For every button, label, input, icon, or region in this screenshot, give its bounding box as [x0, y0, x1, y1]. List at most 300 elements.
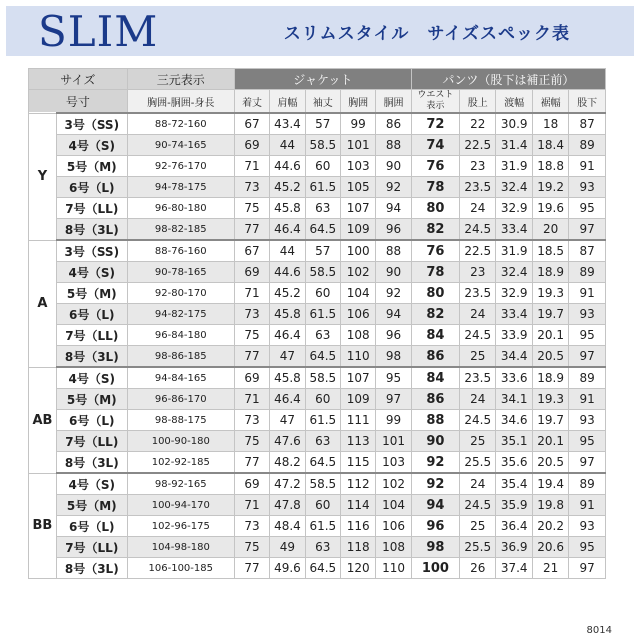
- jacket-value-cell: 94: [376, 304, 411, 325]
- jacket-value-cell: 47: [270, 346, 305, 368]
- pants-value-cell: 20.6: [532, 537, 568, 558]
- body-measure-cell: 98-88-175: [127, 410, 234, 431]
- waist-cell: 78: [411, 262, 459, 283]
- pants-value-cell: 35.6: [496, 452, 532, 474]
- table-row: [29, 113, 606, 135]
- pants-value-cell: 20.5: [532, 346, 568, 368]
- table-body: [29, 113, 606, 579]
- jacket-value-cell: 120: [341, 558, 376, 579]
- jacket-value-cell: 58.5: [305, 135, 340, 156]
- size-cell: 8号（3L): [56, 452, 127, 474]
- jacket-value-cell: 61.5: [305, 516, 340, 537]
- jacket-value-cell: 77: [234, 558, 269, 579]
- jacket-value-cell: 64.5: [305, 452, 340, 474]
- pants-value-cell: 24: [460, 473, 496, 495]
- header-waist: [411, 90, 459, 114]
- jacket-value-cell: 46.4: [270, 389, 305, 410]
- jacket-value-cell: 73: [234, 410, 269, 431]
- jacket-value-cell: 47: [270, 410, 305, 431]
- pants-value-cell: 19.6: [532, 198, 568, 219]
- waist-cell: 100: [411, 558, 459, 579]
- jacket-value-cell: 44: [270, 135, 305, 156]
- waist-cell: 96: [411, 516, 459, 537]
- pants-value-cell: 25: [460, 431, 496, 452]
- pants-value-cell: 95: [569, 325, 606, 346]
- waist-cell: 86: [411, 389, 459, 410]
- jacket-value-cell: 64.5: [305, 346, 340, 368]
- jacket-value-cell: 75: [234, 198, 269, 219]
- jacket-value-cell: 45.8: [270, 304, 305, 325]
- waist-cell: 82: [411, 219, 459, 241]
- pants-value-cell: 91: [569, 156, 606, 177]
- pants-value-cell: 97: [569, 452, 606, 474]
- pants-value-cell: 24.5: [460, 219, 496, 241]
- jacket-value-cell: 106: [341, 304, 376, 325]
- jacket-value-cell: 58.5: [305, 473, 340, 495]
- jacket-value-cell: 99: [341, 113, 376, 135]
- size-cell: 3号（SS): [56, 113, 127, 135]
- size-cell: 8号（3L): [56, 219, 127, 241]
- jacket-value-cell: 92: [376, 283, 411, 304]
- body-measure-cell: 98-82-185: [127, 219, 234, 241]
- jacket-value-cell: 71: [234, 495, 269, 516]
- pants-value-cell: 21: [532, 558, 568, 579]
- pants-value-cell: 19.7: [532, 304, 568, 325]
- jacket-value-cell: 61.5: [305, 304, 340, 325]
- body-measure-cell: 104-98-180: [127, 537, 234, 558]
- jacket-value-cell: 92: [376, 177, 411, 198]
- jacket-value-cell: 67: [234, 113, 269, 135]
- pants-value-cell: 25: [460, 516, 496, 537]
- pants-value-cell: 31.9: [496, 240, 532, 262]
- pants-value-cell: 93: [569, 516, 606, 537]
- pants-value-cell: 24: [460, 389, 496, 410]
- jacket-value-cell: 45.2: [270, 283, 305, 304]
- table-row: [29, 325, 606, 346]
- pants-value-cell: 34.4: [496, 346, 532, 368]
- jacket-value-cell: 63: [305, 431, 340, 452]
- jacket-value-cell: 108: [376, 537, 411, 558]
- jacket-value-cell: 47.6: [270, 431, 305, 452]
- size-cell: 6号（L): [56, 516, 127, 537]
- pants-value-cell: 23.5: [460, 283, 496, 304]
- pants-value-cell: 89: [569, 473, 606, 495]
- pants-value-cell: 91: [569, 283, 606, 304]
- pants-value-cell: 18.5: [532, 240, 568, 262]
- jacket-value-cell: 109: [341, 219, 376, 241]
- body-measure-cell: 92-76-170: [127, 156, 234, 177]
- header-matagami: 股上: [460, 90, 496, 114]
- size-cell: 6号（L): [56, 410, 127, 431]
- header-gosun: 号寸: [29, 90, 128, 114]
- pants-value-cell: 18.4: [532, 135, 568, 156]
- pants-value-cell: 95: [569, 537, 606, 558]
- pants-value-cell: 33.9: [496, 325, 532, 346]
- table-row: [29, 198, 606, 219]
- waist-cell: 86: [411, 346, 459, 368]
- jacket-value-cell: 43.4: [270, 113, 305, 135]
- jacket-value-cell: 112: [341, 473, 376, 495]
- jacket-value-cell: 71: [234, 389, 269, 410]
- pants-value-cell: 33.4: [496, 219, 532, 241]
- waist-cell: 76: [411, 240, 459, 262]
- table-row: [29, 346, 606, 368]
- jacket-value-cell: 45.8: [270, 198, 305, 219]
- size-cell: 4号（S): [56, 135, 127, 156]
- table-row: [29, 516, 606, 537]
- jacket-value-cell: 108: [341, 325, 376, 346]
- waist-cell: 84: [411, 325, 459, 346]
- size-cell: 7号（LL): [56, 537, 127, 558]
- size-cell: 7号（LL): [56, 325, 127, 346]
- pants-value-cell: 32.9: [496, 198, 532, 219]
- jacket-value-cell: 90: [376, 262, 411, 283]
- pants-value-cell: 91: [569, 389, 606, 410]
- jacket-value-cell: 94: [376, 198, 411, 219]
- page-subtitle: スリムスタイル サイズスペック表: [283, 24, 570, 44]
- pants-value-cell: 24: [460, 198, 496, 219]
- jacket-value-cell: 115: [341, 452, 376, 474]
- pants-value-cell: 35.9: [496, 495, 532, 516]
- jacket-value-cell: 98: [376, 346, 411, 368]
- product-code: 8014: [586, 625, 612, 636]
- size-cell: 8号（3L): [56, 346, 127, 368]
- jacket-value-cell: 57: [305, 240, 340, 262]
- jacket-value-cell: 60: [305, 283, 340, 304]
- pants-value-cell: 35.1: [496, 431, 532, 452]
- jacket-value-cell: 71: [234, 283, 269, 304]
- jacket-value-cell: 44: [270, 240, 305, 262]
- pants-value-cell: 30.9: [496, 113, 532, 135]
- jacket-value-cell: 96: [376, 219, 411, 241]
- size-cell: 6号（L): [56, 304, 127, 325]
- pants-value-cell: 22: [460, 113, 496, 135]
- jacket-value-cell: 107: [341, 367, 376, 389]
- jacket-value-cell: 58.5: [305, 367, 340, 389]
- jacket-value-cell: 47.8: [270, 495, 305, 516]
- jacket-value-cell: 63: [305, 537, 340, 558]
- pants-value-cell: 34.1: [496, 389, 532, 410]
- waist-cell: 80: [411, 198, 459, 219]
- jacket-value-cell: 96: [376, 325, 411, 346]
- header-sanmoto: 三元表示: [127, 69, 234, 90]
- jacket-value-cell: 49.6: [270, 558, 305, 579]
- jacket-value-cell: 48.2: [270, 452, 305, 474]
- pants-value-cell: 20.2: [532, 516, 568, 537]
- jacket-value-cell: 47.2: [270, 473, 305, 495]
- header-jacket: ジャケット: [234, 69, 411, 90]
- header-kyoui: 胸囲: [341, 90, 376, 114]
- pants-value-cell: 18.8: [532, 156, 568, 177]
- jacket-value-cell: 64.5: [305, 558, 340, 579]
- jacket-value-cell: 71: [234, 156, 269, 177]
- pants-value-cell: 36.9: [496, 537, 532, 558]
- waist-cell: 94: [411, 495, 459, 516]
- body-measure-cell: 94-84-165: [127, 367, 234, 389]
- jacket-value-cell: 100: [341, 240, 376, 262]
- jacket-value-cell: 44.6: [270, 156, 305, 177]
- pants-value-cell: 89: [569, 262, 606, 283]
- table-row: [29, 431, 606, 452]
- jacket-value-cell: 45.2: [270, 177, 305, 198]
- jacket-value-cell: 58.5: [305, 262, 340, 283]
- title-banner: [6, 6, 634, 56]
- pants-value-cell: 19.3: [532, 389, 568, 410]
- jacket-value-cell: 63: [305, 198, 340, 219]
- pants-value-cell: 19.7: [532, 410, 568, 431]
- pants-value-cell: 34.6: [496, 410, 532, 431]
- jacket-value-cell: 69: [234, 262, 269, 283]
- jacket-value-cell: 77: [234, 219, 269, 241]
- pants-value-cell: 32.9: [496, 283, 532, 304]
- jacket-value-cell: 99: [376, 410, 411, 431]
- table-row: [29, 495, 606, 516]
- jacket-value-cell: 104: [341, 283, 376, 304]
- body-measure-cell: 94-82-175: [127, 304, 234, 325]
- pants-value-cell: 37.4: [496, 558, 532, 579]
- jacket-value-cell: 101: [376, 431, 411, 452]
- pants-value-cell: 97: [569, 219, 606, 241]
- body-measure-cell: 92-80-170: [127, 283, 234, 304]
- size-cell: 4号（S): [56, 262, 127, 283]
- jacket-value-cell: 57: [305, 113, 340, 135]
- waist-cell: 88: [411, 410, 459, 431]
- waist-cell: 98: [411, 537, 459, 558]
- pants-value-cell: 24.5: [460, 325, 496, 346]
- jacket-value-cell: 102: [376, 473, 411, 495]
- jacket-value-cell: 110: [376, 558, 411, 579]
- pants-value-cell: 89: [569, 367, 606, 389]
- jacket-value-cell: 107: [341, 198, 376, 219]
- jacket-value-cell: 69: [234, 473, 269, 495]
- jacket-value-cell: 111: [341, 410, 376, 431]
- pants-value-cell: 18.9: [532, 367, 568, 389]
- pants-value-cell: 31.9: [496, 156, 532, 177]
- jacket-value-cell: 109: [341, 389, 376, 410]
- jacket-value-cell: 73: [234, 516, 269, 537]
- table-row: [29, 219, 606, 241]
- table-row: [29, 262, 606, 283]
- table-row: [29, 304, 606, 325]
- jacket-value-cell: 61.5: [305, 410, 340, 431]
- jacket-value-cell: 60: [305, 156, 340, 177]
- header-waist-line2: 表示: [426, 101, 445, 111]
- jacket-value-cell: 103: [341, 156, 376, 177]
- pants-value-cell: 32.4: [496, 262, 532, 283]
- pants-value-cell: 23: [460, 156, 496, 177]
- header-matashita: 股下: [569, 90, 606, 114]
- pants-value-cell: 91: [569, 495, 606, 516]
- table-row: [29, 410, 606, 431]
- pants-value-cell: 24.5: [460, 495, 496, 516]
- body-measure-cell: 90-78-165: [127, 262, 234, 283]
- jacket-value-cell: 97: [376, 389, 411, 410]
- waist-cell: 80: [411, 283, 459, 304]
- jacket-value-cell: 86: [376, 113, 411, 135]
- header-doui: 胴囲: [376, 90, 411, 114]
- group-label: AB: [29, 367, 57, 473]
- jacket-value-cell: 90: [376, 156, 411, 177]
- group-label: Y: [29, 113, 57, 240]
- pants-value-cell: 93: [569, 177, 606, 198]
- table-row: [29, 177, 606, 198]
- jacket-value-cell: 69: [234, 135, 269, 156]
- pants-value-cell: 93: [569, 410, 606, 431]
- jacket-value-cell: 75: [234, 431, 269, 452]
- header-watarihaba: 渡幅: [496, 90, 532, 114]
- pants-value-cell: 19.2: [532, 177, 568, 198]
- header-kitake: 着丈: [234, 90, 269, 114]
- size-cell: 3号（SS): [56, 240, 127, 262]
- body-measure-cell: 106-100-185: [127, 558, 234, 579]
- pants-value-cell: 31.4: [496, 135, 532, 156]
- jacket-value-cell: 61.5: [305, 177, 340, 198]
- pants-value-cell: 20.1: [532, 325, 568, 346]
- waist-cell: 92: [411, 473, 459, 495]
- size-cell: 5号（M): [56, 156, 127, 177]
- jacket-value-cell: 116: [341, 516, 376, 537]
- body-measure-cell: 88-76-160: [127, 240, 234, 262]
- pants-value-cell: 95: [569, 198, 606, 219]
- pants-value-cell: 97: [569, 346, 606, 368]
- size-cell: 8号（3L): [56, 558, 127, 579]
- table-row: [29, 558, 606, 579]
- pants-value-cell: 22.5: [460, 240, 496, 262]
- group-label: A: [29, 240, 57, 367]
- pants-value-cell: 23.5: [460, 367, 496, 389]
- jacket-value-cell: 67: [234, 240, 269, 262]
- table-row: [29, 283, 606, 304]
- pants-value-cell: 25: [460, 346, 496, 368]
- size-cell: 5号（M): [56, 389, 127, 410]
- jacket-value-cell: 114: [341, 495, 376, 516]
- pants-value-cell: 20.1: [532, 431, 568, 452]
- jacket-value-cell: 73: [234, 177, 269, 198]
- pants-value-cell: 87: [569, 240, 606, 262]
- body-measure-cell: 102-96-175: [127, 516, 234, 537]
- size-cell: 4号（S): [56, 367, 127, 389]
- pants-value-cell: 36.4: [496, 516, 532, 537]
- pants-value-cell: 32.4: [496, 177, 532, 198]
- waist-cell: 92: [411, 452, 459, 474]
- waist-cell: 90: [411, 431, 459, 452]
- jacket-value-cell: 60: [305, 389, 340, 410]
- jacket-value-cell: 44.6: [270, 262, 305, 283]
- header-size: サイズ: [29, 69, 128, 90]
- waist-cell: 78: [411, 177, 459, 198]
- body-measure-cell: 100-94-170: [127, 495, 234, 516]
- table-row: [29, 537, 606, 558]
- waist-cell: 74: [411, 135, 459, 156]
- pants-value-cell: 25.5: [460, 452, 496, 474]
- header-katahaba: 肩幅: [270, 90, 305, 114]
- body-measure-cell: 88-72-160: [127, 113, 234, 135]
- jacket-value-cell: 88: [376, 240, 411, 262]
- pants-value-cell: 19.8: [532, 495, 568, 516]
- pants-value-cell: 35.4: [496, 473, 532, 495]
- pants-value-cell: 22.5: [460, 135, 496, 156]
- header-susohaba: 裾幅: [532, 90, 568, 114]
- jacket-value-cell: 77: [234, 452, 269, 474]
- waist-cell: 76: [411, 156, 459, 177]
- jacket-value-cell: 103: [376, 452, 411, 474]
- waist-cell: 82: [411, 304, 459, 325]
- table-row: [29, 452, 606, 474]
- table-row: [29, 135, 606, 156]
- pants-value-cell: 33.6: [496, 367, 532, 389]
- jacket-value-cell: 46.4: [270, 325, 305, 346]
- size-cell: 4号（S): [56, 473, 127, 495]
- pants-value-cell: 25.5: [460, 537, 496, 558]
- jacket-value-cell: 77: [234, 346, 269, 368]
- body-measure-cell: 90-74-165: [127, 135, 234, 156]
- jacket-value-cell: 110: [341, 346, 376, 368]
- body-measure-cell: 98-86-185: [127, 346, 234, 368]
- table-row: [29, 240, 606, 262]
- pants-value-cell: 24: [460, 304, 496, 325]
- jacket-value-cell: 49: [270, 537, 305, 558]
- body-measure-cell: 96-84-180: [127, 325, 234, 346]
- jacket-value-cell: 101: [341, 135, 376, 156]
- jacket-value-cell: 46.4: [270, 219, 305, 241]
- body-measure-cell: 96-86-170: [127, 389, 234, 410]
- pants-value-cell: 19.3: [532, 283, 568, 304]
- jacket-value-cell: 88: [376, 135, 411, 156]
- jacket-value-cell: 73: [234, 304, 269, 325]
- table-row: [29, 473, 606, 495]
- jacket-value-cell: 113: [341, 431, 376, 452]
- pants-value-cell: 18: [532, 113, 568, 135]
- jacket-value-cell: 95: [376, 367, 411, 389]
- header-pants: パンツ（股下は補正前）: [411, 69, 605, 90]
- body-measure-cell: 100-90-180: [127, 431, 234, 452]
- jacket-value-cell: 102: [341, 262, 376, 283]
- jacket-value-cell: 104: [376, 495, 411, 516]
- body-measure-cell: 94-78-175: [127, 177, 234, 198]
- pants-value-cell: 26: [460, 558, 496, 579]
- table-row: [29, 389, 606, 410]
- jacket-value-cell: 64.5: [305, 219, 340, 241]
- pants-value-cell: 23.5: [460, 177, 496, 198]
- size-cell: 5号（M): [56, 495, 127, 516]
- table-row: [29, 156, 606, 177]
- waist-cell: 72: [411, 113, 459, 135]
- body-measure-cell: 102-92-185: [127, 452, 234, 474]
- header-sodetake: 袖丈: [305, 90, 340, 114]
- table-row: [29, 367, 606, 389]
- size-cell: 7号（LL): [56, 198, 127, 219]
- jacket-value-cell: 48.4: [270, 516, 305, 537]
- pants-value-cell: 23: [460, 262, 496, 283]
- jacket-value-cell: 106: [376, 516, 411, 537]
- jacket-value-cell: 60: [305, 495, 340, 516]
- pants-value-cell: 19.4: [532, 473, 568, 495]
- logo-text: SLIM: [38, 7, 159, 56]
- jacket-value-cell: 69: [234, 367, 269, 389]
- size-cell: 7号（LL): [56, 431, 127, 452]
- waist-cell: 84: [411, 367, 459, 389]
- body-measure-cell: 96-80-180: [127, 198, 234, 219]
- pants-value-cell: 93: [569, 304, 606, 325]
- pants-value-cell: 18.9: [532, 262, 568, 283]
- pants-value-cell: 95: [569, 431, 606, 452]
- pants-value-cell: 20.5: [532, 452, 568, 474]
- jacket-value-cell: 75: [234, 325, 269, 346]
- pants-value-cell: 97: [569, 558, 606, 579]
- jacket-value-cell: 45.8: [270, 367, 305, 389]
- body-measure-cell: 98-92-165: [127, 473, 234, 495]
- size-spec-table: [28, 68, 606, 579]
